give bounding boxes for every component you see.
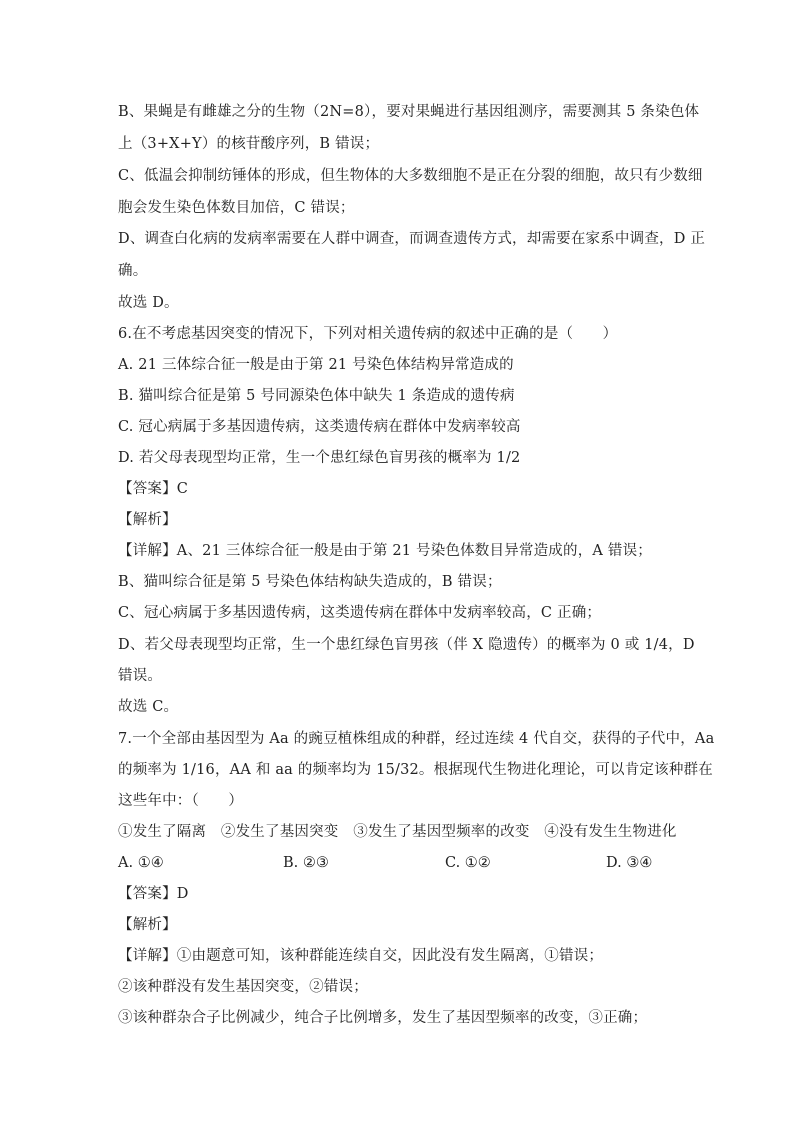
option-a: A. ①④ xyxy=(118,855,164,871)
conclusion-line: 故选 C。 xyxy=(118,699,179,715)
detail-line: 错误。 xyxy=(118,668,163,684)
text-line: 确。 xyxy=(118,263,148,279)
detail-line: C、冠心病属于多基因遗传病，这类遗传病在群体中发病率较高，C 正确； xyxy=(118,605,602,621)
answer-label: 【答案】D xyxy=(118,886,189,902)
question-6-option-b: B. 猫叫综合征是第 5 号同源染色体中缺失 1 条造成的遗传病 xyxy=(118,388,515,404)
detail-line: D、若父母表现型均正常，生一个患红绿色盲男孩（伴 X 隐遗传）的概率为 0 或 1/4，D xyxy=(118,637,695,653)
text-line: C、低温会抑制纺锤体的形成，但生物体的大多数细胞不是正在分裂的细胞，故只有少数细 xyxy=(118,168,703,184)
option-b: B. ②③ xyxy=(283,855,329,871)
option-d: D. ③④ xyxy=(606,855,653,871)
detail-line: 【详解】①由题意可知，该种群能连续自交，因此没有发生隔离，①错误； xyxy=(118,948,604,964)
analysis-label: 【解析】 xyxy=(118,917,177,933)
text-line: 胞会发生染色体数目加倍，C 错误； xyxy=(118,200,355,216)
question-7-stem: 7.一个全部由基因型为 Aa 的豌豆植株组成的种群，经过连续 4 代自交，获得的子代中，Aa xyxy=(118,731,715,747)
detail-line: ②该种群没有发生基因突变，②错误； xyxy=(118,979,368,995)
analysis-label: 【解析】 xyxy=(118,512,177,528)
detail-line: 【详解】A、21 三体综合征一般是由于第 21 号染色体数目异常造成的，A 错误； xyxy=(118,543,652,559)
question-7-stem: 这些年中：（ ） xyxy=(118,793,244,809)
question-6-stem: 6.在不考虑基因突变的情况下，下列对相关遗传病的叙述中正确的是（ ） xyxy=(118,326,618,342)
text-line: D、调查白化病的发病率需要在人群中调查，而调查遗传方式，却需要在家系中调查，D 正 xyxy=(118,231,706,247)
text-line: B、果蝇是有雌雄之分的生物（2N=8），要对果蝇进行基因组测序，需要测其 5 条染色体 xyxy=(118,104,700,120)
detail-line: B、猫叫综合征是第 5 号染色体结构缺失造成的，B 错误； xyxy=(118,574,502,590)
question-6-option-c: C. 冠心病属于多基因遗传病，这类遗传病在群体中发病率较高 xyxy=(118,419,521,435)
question-7-statements: ①发生了隔离 ②发生了基因突变 ③发生了基因型频率的改变 ④没有发生生物进化 xyxy=(118,824,677,840)
question-7-stem: 的频率为 1/16，AA 和 aa 的频率均为 15/32。根据现代生物进化理论，可以肯定该种群在 xyxy=(118,762,713,778)
question-6-option-d: D. 若父母表现型均正常，生一个患红绿色盲男孩的概率为 1/2 xyxy=(118,450,521,466)
detail-line: ③该种群杂合子比例减少，纯合子比例增多，发生了基因型频率的改变，③正确； xyxy=(118,1010,648,1026)
text-line: 上（3+X+Y）的核苷酸序列，B 错误； xyxy=(118,136,380,152)
question-7-options xyxy=(118,853,678,873)
text-line: 故选 D。 xyxy=(118,295,179,311)
option-c: C. ①② xyxy=(445,855,491,871)
question-6-option-a: A. 21 三体综合征一般是由于第 21 号染色体结构异常造成的 xyxy=(118,357,514,373)
answer-label: 【答案】C xyxy=(118,481,189,497)
